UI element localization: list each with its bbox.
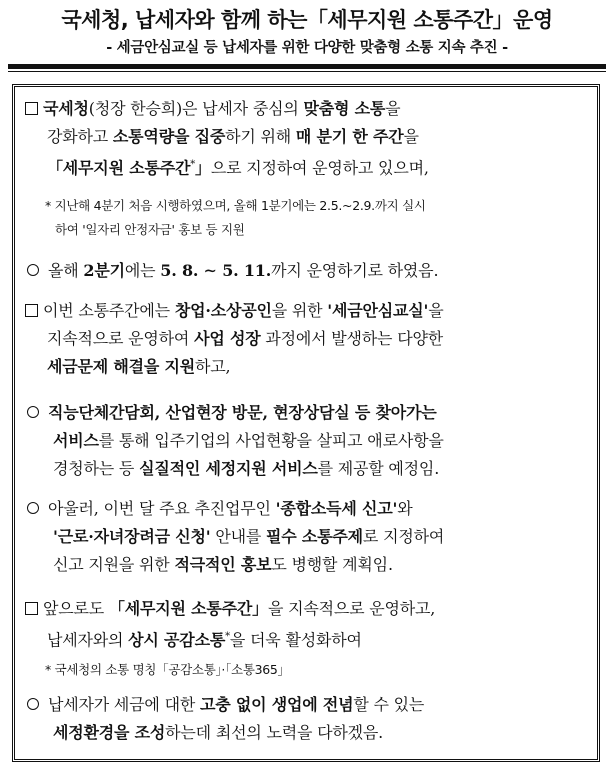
section-5-line-2: '근로·자녀장려금 신청' 안내를 필수 소통주제로 지정하여 — [53, 527, 445, 546]
page-subtitle: - 세금안심교실 등 납세자를 위한 다양한 맞춤형 소통 지속 추진 - — [106, 40, 508, 56]
header-rule-thick — [8, 64, 606, 69]
section-6-footnote: * 국세청의 소통 명칭「공감소통」·「소통365」 — [45, 662, 290, 677]
section-7-line-2: 세정환경을 조성하는데 최선의 노력을 다하겠음. — [53, 723, 384, 742]
section-5-line-3: 신고 지원을 위한 적극적인 홍보도 병행할 계획임. — [53, 555, 393, 574]
section-1-line-3: 「세무지원 소통주간*」으로 지정하여 운영하고 있으며, — [47, 158, 429, 178]
section-1-line-1: 국세청(청장 한승희)은 납세자 중심의 맞춤형 소통을 — [25, 95, 429, 123]
content-frame — [12, 84, 600, 762]
square-bullet-icon — [25, 102, 38, 115]
section-1-line-2: 강화하고 소통역량을 집중하기 위해 매 분기 한 주간을 — [47, 127, 419, 146]
section-5-line-1: 아울러, 이번 달 주요 추진업무인 '종합소득세 신고'와 — [25, 495, 444, 523]
section-6-line-1: 앞으로도 「세무지원 소통주간」을 지속적으로 운영하고, — [25, 595, 435, 623]
circle-bullet-icon — [27, 406, 39, 418]
section-4-line-2: 서비스를 통해 입주기업의 사업현황을 살피고 애로사항을 — [53, 431, 444, 450]
section-3-line-3: 세금문제 해결을 지원하고, — [47, 357, 231, 376]
section-3-line-1: 이번 소통주간에는 창업·소상공인을 위한 '세금안심교실'을 — [25, 297, 444, 325]
section-7-line-1: 납세자가 세금에 대한 고충 없이 생업에 전념할 수 있는 — [25, 691, 424, 719]
circle-bullet-icon — [27, 502, 39, 514]
section-5 — [25, 495, 444, 579]
section-6-line-2: 납세자와의 상시 공감소통*을 더욱 활성화하여 — [47, 630, 362, 650]
section-4-line-3: 경청하는 등 실질적인 세정지원 서비스를 제공할 예정임. — [53, 459, 440, 478]
header-rule-thin — [8, 71, 606, 72]
square-bullet-icon — [25, 602, 38, 615]
square-bullet-icon — [25, 304, 38, 317]
section-1-footnote-line-1: * 지난해 4분기 처음 시행하였으며, 올해 1분기에는 2.5.~2.9.까지 실시 — [45, 198, 426, 213]
section-3-line-2: 지속적으로 운영하여 사업 성장 과정에서 발생하는 다양한 — [47, 329, 443, 348]
section-4-line-1: 직능단체간담회, 산업현장 방문, 현장상담실 등 찾아가는 — [25, 399, 444, 427]
section-7 — [25, 691, 424, 747]
section-1 — [25, 95, 429, 179]
section-2 — [25, 257, 438, 285]
section-2-line-1: 올해 2분기에는 5. 8. ∼ 5. 11.까지 운영하기로 하였음. — [25, 257, 438, 285]
section-4 — [25, 399, 444, 483]
circle-bullet-icon — [27, 698, 39, 710]
section-3 — [25, 297, 444, 381]
circle-bullet-icon — [27, 264, 39, 276]
section-6 — [25, 595, 435, 651]
section-1-footnote-line-2: 하여 '일자리 안정자금' 홍보 등 지원 — [55, 222, 245, 237]
page-title: 국세청, 납세자와 함께 하는「세무지원 소통주간」운영 — [61, 8, 553, 32]
